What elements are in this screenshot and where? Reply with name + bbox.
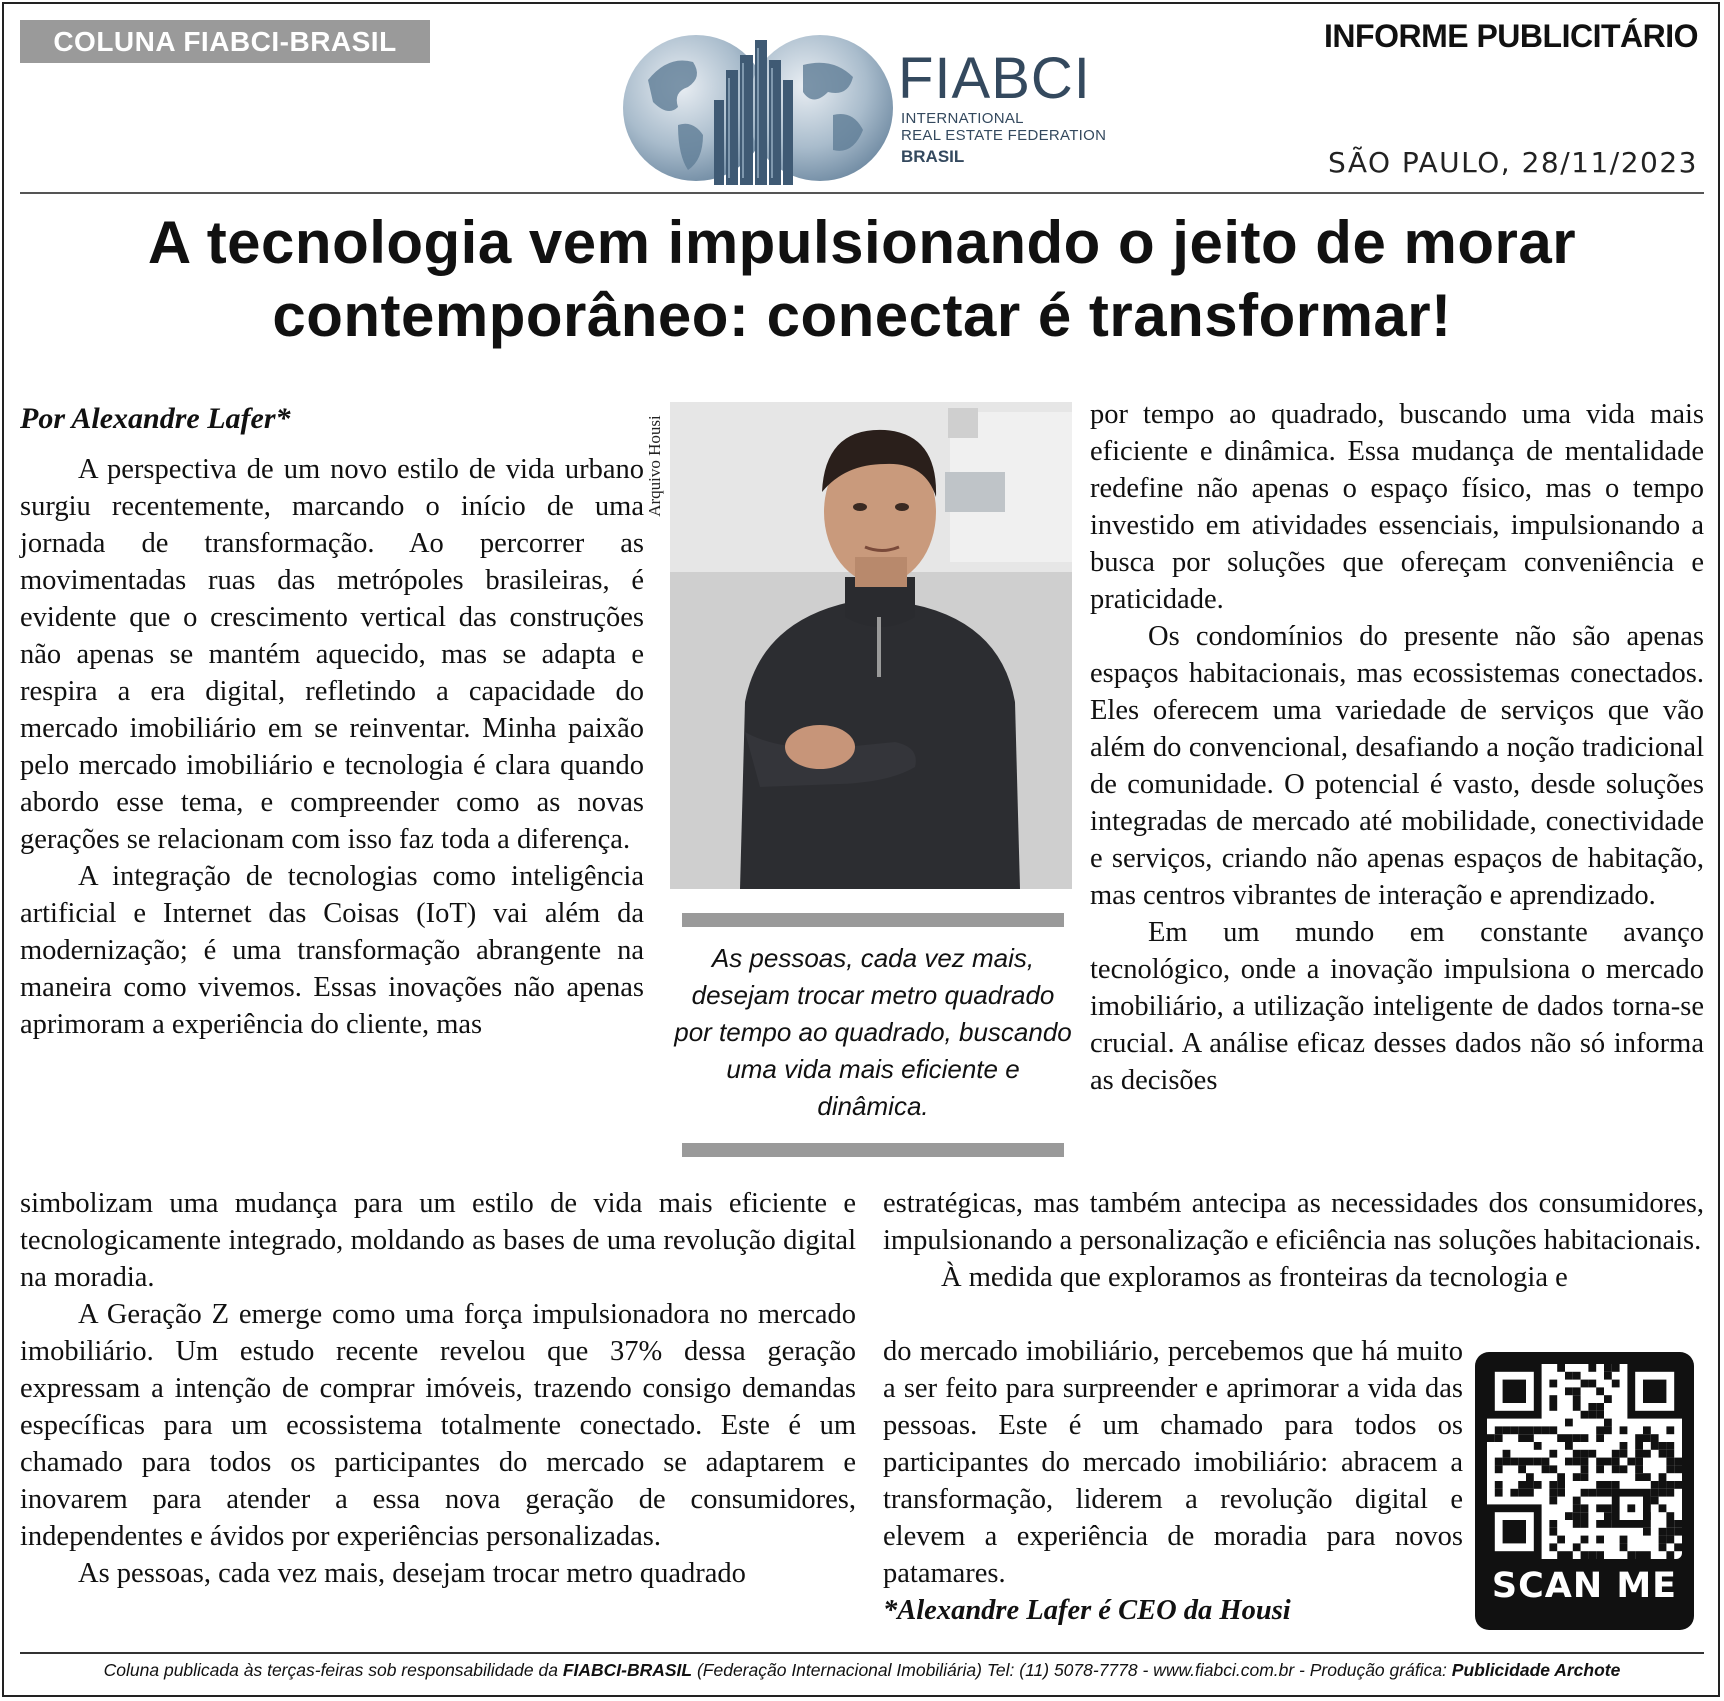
footer-text: (Federação Internacional Imobiliária) Tel: (11) 5078-7778 - www.fiabci.com.br - Produção gráfica: xyxy=(692,1660,1452,1680)
qr-code-icon xyxy=(1487,1364,1682,1559)
paragraph: do mercado imobiliário, percebemos que há muito a ser feito para surpreender e aprimorar a vida das pessoas. Este é um chamado para todos os participantes do mercado imobiliário: abracem a transformação, liderem a revolução digital e elevem a experiência de moradia para novos patamares. xyxy=(883,1336,1463,1589)
qr-code[interactable] xyxy=(1487,1364,1682,1559)
author-signoff: *Alexandre Lafer é CEO da Housi xyxy=(883,1595,1291,1626)
footer-producer: Publicidade Archote xyxy=(1451,1660,1621,1680)
byline: Por Alexandre Lafer* xyxy=(20,402,291,435)
paragraph: por tempo ao quadrado, buscando uma vida mais eficiente e dinâmica. Essa mudança de mentalidade redefine não apenas o espaço físico, mas o tempo investido em atividades essenciais, impulsionando a busca por soluções que ofereçam conveniência e praticidade. xyxy=(1090,399,1704,615)
paragraph: Em um mundo em constante avanço tecnológico, onde a inovação impulsiona o mercado imobiliário, a utilização inteligente de dados torna-se crucial. A análise eficaz desses dados não só informa as decisões xyxy=(1090,917,1704,1096)
quote-divider xyxy=(682,1143,1064,1157)
headline-line: contemporâneo: conectar é transformar! xyxy=(272,282,1452,349)
globe-skyline-icon xyxy=(618,30,898,190)
paragraph: A perspectiva de um novo estilo de vida urbano surgiu recentemente, marcando o início de uma jornada de transformação. Ao percorrer as movimentadas ruas das metrópoles brasileiras, é evidente que o crescimento vertical das construções não apenas se mantém aquecido, mas se adapta e respira a era digital, refletindo a capacidade do mercado imobiliário em se reinventar. Minha paixão pelo mercado imobiliário e tecnologia é clara quando abordo esse tema, e compreender como as novas gerações se relacionam com isso faz toda a diferença. xyxy=(20,454,644,855)
fiabci-logo xyxy=(618,30,1118,190)
paragraph: simbolizam uma mudança para um estilo de vida mais eficiente e tecnologicamente integrado, moldando as bases de uma revolução digital na moradia. xyxy=(20,1188,856,1293)
logo-country: BRASIL xyxy=(901,147,965,166)
author-photo xyxy=(670,402,1072,889)
headline xyxy=(20,206,1704,352)
article-column-3-wide xyxy=(883,1185,1704,1296)
pull-quote: As pessoas, cada vez mais, desejam trocar metro quadrado por tempo ao quadrado, buscando uma vida mais eficiente e dinâmica. xyxy=(674,943,1072,1121)
logo-subtitle: REAL ESTATE FEDERATION xyxy=(901,127,1107,144)
scan-me-label: SCAN ME xyxy=(1491,1566,1678,1606)
paragraph: A Geração Z emerge como uma força impulsionadora no mercado imobiliário. Um estudo recente revelou que 37% dessa geração expressam a intenção de comprar imóveis, trazendo consigo demandas específicas para um ecossistema totalmente conectado. Este é um chamado para todos os participantes do mercado se adaptarem e inovarem para atender a essa nova geração de consumidores, independentes e ávidos por experiências personalizadas. xyxy=(20,1299,856,1552)
footer-credits xyxy=(20,1660,1704,1681)
logo-subtitle: INTERNATIONAL xyxy=(901,110,1024,127)
paragraph: À medida que exploramos as fronteiras da tecnologia e xyxy=(941,1262,1568,1293)
article-column-1 xyxy=(20,400,644,1043)
article-column-1-wide xyxy=(20,1185,856,1592)
paragraph: Os condomínios do presente não são apenas espaços habitacionais, mas ecossistemas conectados. Eles oferecem uma variedade de serviços que vão além do convencional, desafiando a noção tradicional de comunidade. O potencial é vasto, desde soluções integradas de mercado até mobilidade, conectividade e serviços, criando não apenas espaços de habitação, mas centros vibrantes de interação e aprendizado. xyxy=(1090,621,1704,911)
article-column-3 xyxy=(1090,396,1704,1099)
paragraph: As pessoas, cada vez mais, desejam trocar metro quadrado xyxy=(78,1558,746,1589)
dateline: SÃO PAULO, 28/11/2023 xyxy=(1328,146,1698,179)
header-divider xyxy=(20,192,1704,194)
ad-label: INFORME PUBLICITÁRIO xyxy=(1324,18,1698,54)
headline-line: A tecnologia vem impulsionando o jeito de morar xyxy=(147,209,1577,276)
logo-name: FIABCI xyxy=(898,46,1091,111)
article-column-3-final xyxy=(883,1333,1463,1629)
footer-text: Coluna publicada às terças-feiras sob responsabilidade da xyxy=(103,1660,563,1680)
qr-code-card[interactable] xyxy=(1475,1352,1694,1630)
photo-credit: Arquivo Housi xyxy=(645,415,664,517)
footer-divider xyxy=(20,1652,1704,1654)
paragraph: estratégicas, mas também antecipa as necessidades dos consumidores, impulsionando a personalização e eficiência nas soluções habitacionais. xyxy=(883,1188,1704,1256)
paragraph: A integração de tecnologias como inteligência artificial e Internet das Coisas (IoT) vai além da modernização; é uma transformação abrangente na maneira como vivemos. Essas inovações não apenas aprimoram a experiência do cliente, mas xyxy=(20,861,644,1040)
footer-org: FIABCI-BRASIL xyxy=(562,1660,693,1680)
quote-divider xyxy=(682,913,1064,927)
column-tag: COLUNA FIABCI-BRASIL xyxy=(20,20,430,63)
